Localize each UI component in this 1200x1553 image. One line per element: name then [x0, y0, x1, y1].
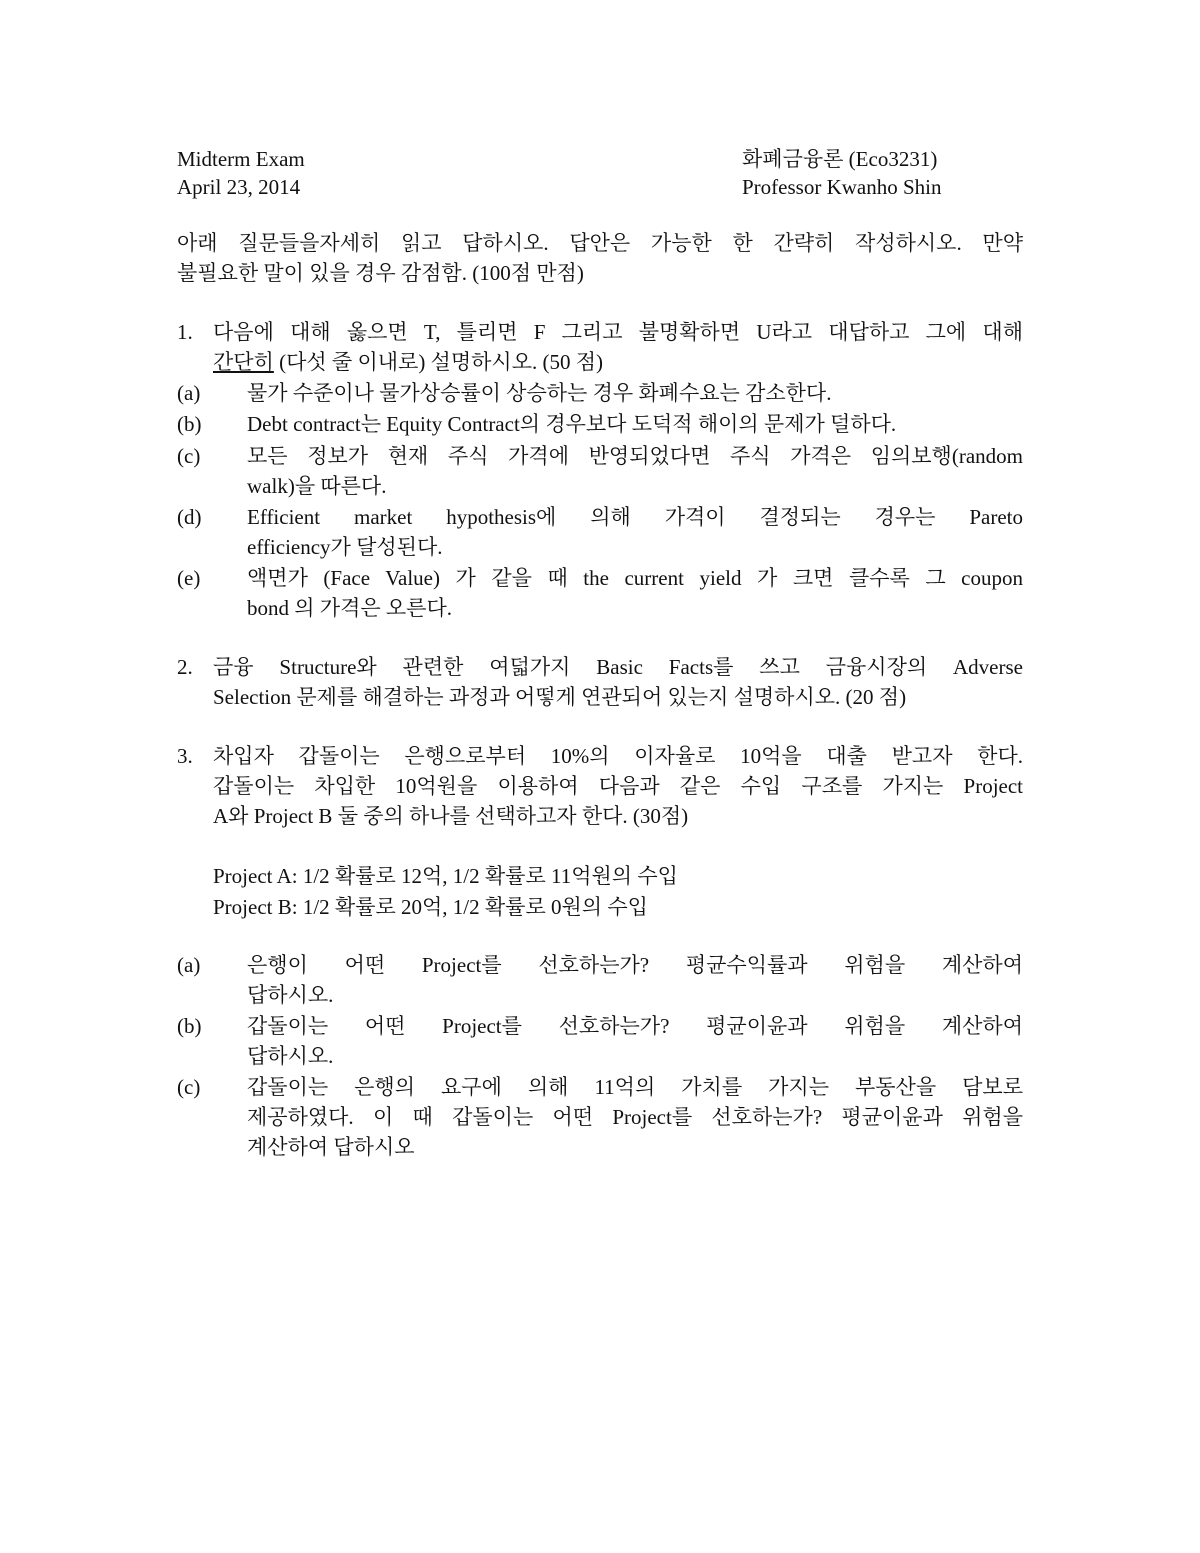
question-number: 1.	[177, 320, 193, 344]
question-text: Selection 문제를 해결하는 과정과 어떻게 연관되어 있는지 설명하시오. (20 점)	[213, 685, 907, 709]
item-text: 은행이 어떤 Project를 선호하는가? 평균수익률과 위험을 계산하여	[247, 953, 1023, 977]
item-text: Debt contract는 Equity Contract의 경우보다 도덕적 해이의 문제가 덜하다.	[247, 412, 897, 436]
item-label: (a)	[177, 953, 201, 977]
project-a: Project A: 1/2 확률로 12억, 1/2 확률로 11억원의 수입	[213, 864, 678, 888]
course-name: 화폐금융론 (Eco3231)	[742, 147, 938, 171]
item-label: (c)	[177, 1075, 201, 1099]
item-text: 갑돌이는 어떤 Project를 선호하는가? 평균이윤과 위험을 계산하여	[247, 1014, 1023, 1038]
project-b: Project B: 1/2 확률로 20억, 1/2 확률로 0원의 수입	[213, 895, 648, 919]
item-text: 액면가 (Face Value) 가 같을 때 the current yield 가 크면 클수록 그 coupon	[247, 566, 1023, 590]
question-text	[213, 347, 1023, 377]
item-label: (b)	[177, 1014, 202, 1038]
item-text: efficiency가 달성된다.	[247, 535, 443, 559]
item-text: 갑돌이는 은행의 요구에 의해 11억의 가치를 가지는 부동산을 담보로	[247, 1075, 1023, 1099]
question-number: 2.	[177, 655, 193, 679]
item-text: 모든 정보가 현재 주식 가격에 반영되었다면 주식 가격은 임의보행(random	[247, 444, 1023, 468]
item-label: (a)	[177, 381, 201, 405]
header-right	[742, 145, 942, 201]
item-text: 답하시오.	[247, 1044, 334, 1068]
item-text: 제공하였다. 이 때 갑돌이는 어떤 Project를 선호하는가? 평균이윤과 위험을	[247, 1105, 1023, 1129]
item-text: 답하시오.	[247, 983, 334, 1007]
instructions-line: 아래 질문들을자세히 읽고 답하시오. 답안은 가능한 한 간략히 작성하시오. 만약	[177, 231, 1023, 255]
item-text: 계산하여 답하시오	[247, 1135, 415, 1159]
exam-title: Midterm Exam	[177, 147, 305, 171]
question-number: 3.	[177, 744, 193, 768]
question-text: 다음에 대해 옳으면 T, 틀리면 F 그리고 불명확하면 U라고 대답하고 그에 대해	[213, 320, 1023, 344]
exam-date: April 23, 2014	[177, 175, 301, 199]
underlined-text: 간단히	[213, 350, 274, 374]
question-text: 갑돌이는 차입한 10억원을 이용하여 다음과 같은 수입 구조를 가지는 Project	[213, 774, 1023, 798]
item-text: Efficient market hypothesis에 의해 가격이 결정되는 경우는 Pareto	[247, 505, 1023, 529]
item-text: walk)을 따른다.	[247, 474, 387, 498]
question-text-rest: (다섯 줄 이내로) 설명하시오. (50 점)	[273, 350, 604, 374]
question-text: 차입자 갑돌이는 은행으로부터 10%의 이자율로 10억을 대출 받고자 한다.	[213, 744, 1023, 768]
header-left	[177, 145, 305, 201]
item-text: 물가 수준이나 물가상승률이 상승하는 경우 화폐수요는 감소한다.	[247, 381, 832, 405]
question-text: A와 Project B 둘 중의 하나를 선택하고자 한다. (30점)	[213, 804, 689, 828]
instructions	[177, 228, 1023, 288]
item-label: (e)	[177, 566, 201, 590]
item-label: (b)	[177, 412, 202, 436]
item-label: (c)	[177, 444, 201, 468]
item-text: bond 의 가격은 오른다.	[247, 596, 453, 620]
question-text: 금융 Structure와 관련한 여덟가지 Basic Facts를 쓰고 금융시장의 Adverse	[213, 655, 1023, 679]
instructions-line: 불필요한 말이 있을 경우 감점함. (100점 만점)	[177, 261, 584, 285]
item-label: (d)	[177, 505, 202, 529]
professor-name: Professor Kwanho Shin	[742, 175, 942, 199]
